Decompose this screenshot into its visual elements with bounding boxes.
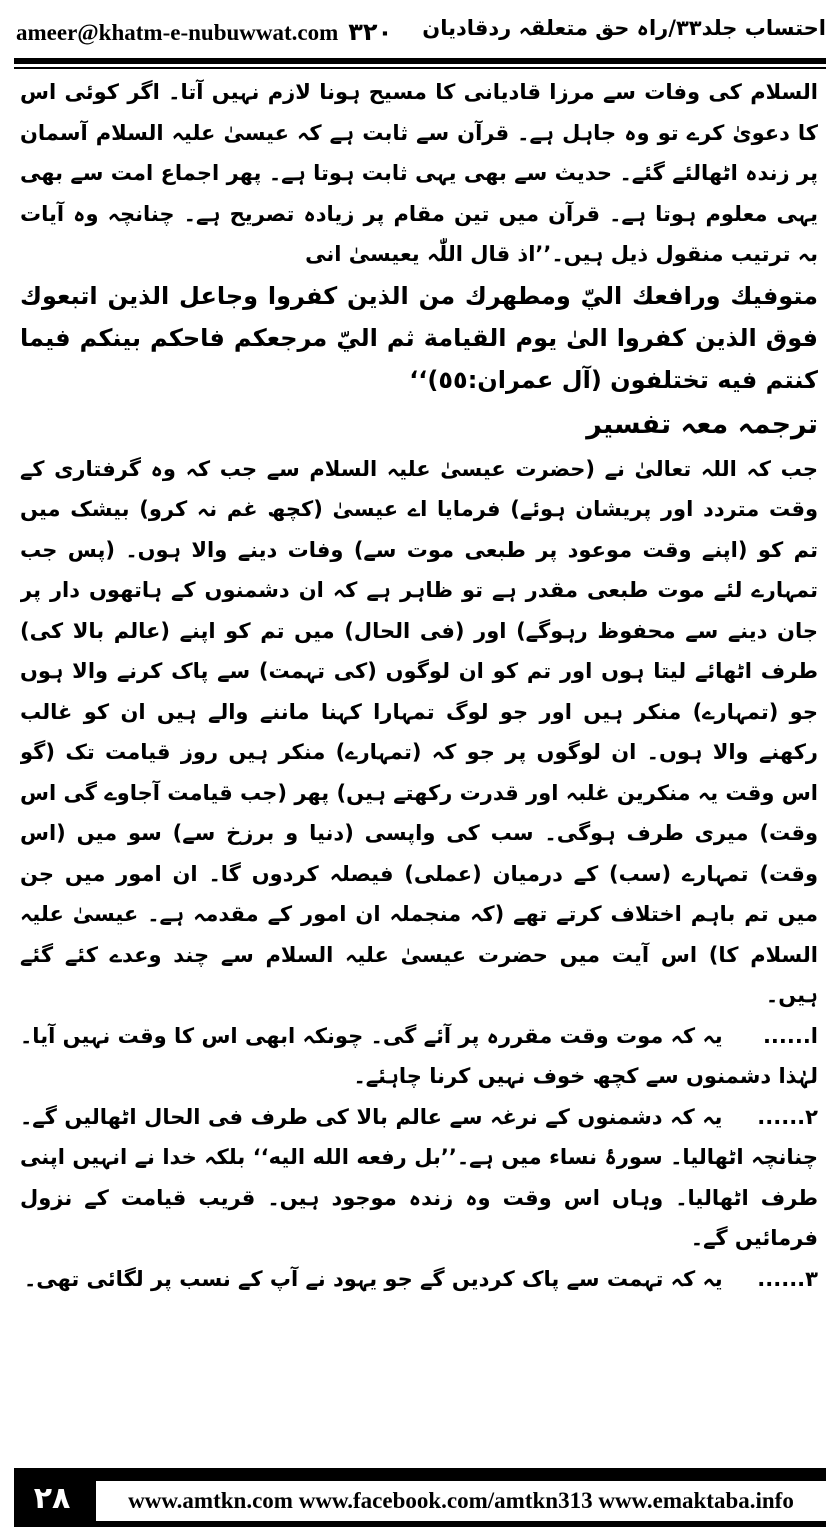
header-email: ameer@khatm-e-nubuwwat.com — [16, 20, 339, 45]
list-item — [20, 1097, 818, 1259]
header-left — [16, 18, 392, 46]
list-item-text: یہ کہ تہمت سے پاک کردیں گے جو یہود نے آپ کے نسب پر لگائی تھی۔ — [23, 1266, 723, 1291]
translation-paragraph: جب کہ اللہ تعالیٰ نے (حضرت عیسیٰ علیہ السلام سے جب کہ وہ گرفتاری کے وقت متردد اور پریشان ہوئے) فرمایا اے عیسیٰ (کچھ غم نہ کرو) بیشک میں تم کو (اپنے وقت موعود پر طبعی موت سے) وفات دینے والا ہوں۔ (پس جب تمہارے لئے موت طبعی مقدر ہے تو ظاہر ہے کہ ان دشمنوں کے ہاتھوں دار پر جان دینے سے محفوظ رہوگے) اور (فی الحال) میں تم کو اپنے (عالم بالا کی) طرف اٹھائے لیتا ہوں اور تم کو ان لوگوں (کی تہمت) سے پاک کرنے والا ہوں جو (تمہارے) منکر ہیں اور جو لوگ تمہارا کہنا ماننے والے ہیں ان کو غالب رکھنے والا ہوں۔ ان لوگوں پر جو کہ (تمہارے) منکر ہیں روز قیامت تک (گو اس وقت یہ منکرین غلبہ اور قدرت رکھتے ہیں) پھر (جب قیامت آجاوے گی اس وقت) میری طرف ہوگی۔ سب کی واپسی (دنیا و برزخ سے) سو میں (اس وقت) تمہارے (سب) کے درمیان (عملی) فیصلہ کردوں گا۔ ان امور میں جن میں تم باہم اختلاف کرتے تھے (کہ منجملہ ان امور کے مقدمہ ہے۔ عیسیٰ علیہ السلام کا) اس آیت میں حضرت عیسیٰ علیہ السلام سے چند وعدے کئے گئے ہیں۔ — [20, 456, 818, 1007]
list-item-text: یہ کہ دشمنوں کے نرغہ سے عالم بالا کی طرف فی الحال اٹھالیں گے۔ چنانچہ اٹھالیا۔ سورۂ نساء میں ہے۔’’بل رفعه الله اليه‘‘ بلکہ خدا نے انہیں اپنی طرف اٹھالیا۔ وہاں اس وقت وہ زندہ موجود ہیں۔ قریب قیامت کے نزول فرمائیں گے۔ — [20, 1104, 818, 1250]
list-item-text: یہ کہ موت وقت مقررہ پر آئے گی۔ چونکہ ابھی اس کا وقت نہیں آیا۔ لہٰذا دشمنوں سے کچھ خوف نہیں کرنا چاہئے۔ — [20, 1023, 818, 1088]
list-item-number: ۳...... — [757, 1266, 818, 1291]
footer-page-number: ۲۸ — [14, 1471, 90, 1527]
list-item-number: ا...... — [762, 1023, 818, 1048]
header-book-title: احتساب جلد۳۳/راہ حق متعلقہ ردقادیان — [422, 16, 826, 40]
page-body — [20, 72, 818, 1450]
page-footer — [14, 1468, 826, 1527]
quran-verse: متوفيك ورافعك اليّ ومطهرك من الذين كفروا وجاعل الذين اتبعوك فوق الذين كفروا الىٰ يوم القيامة ثم اليّ مرجعكم فاحكم بينكم فيما كنتم فيه تختلفون (آل عمران:٥٥)‘‘ — [20, 281, 818, 394]
footer-urls: www.amtkn.com www.facebook.com/amtkn313 www.emaktaba.info — [96, 1481, 826, 1521]
section-heading: ترجمہ معہ تفسیر — [586, 408, 818, 440]
list-item — [20, 1259, 818, 1300]
header-page-number: ۳۲۰ — [348, 18, 393, 46]
page-header — [16, 14, 826, 60]
list-item — [20, 1016, 818, 1097]
list-item-number: ۲...... — [757, 1104, 818, 1129]
intro-paragraph: السلام کی وفات سے مرزا قادیانی کا مسیح ہونا لازم نہیں آتا۔ اگر کوئی اس کا دعویٰ کرے تو وہ جاہل ہے۔ قرآن سے ثابت ہے کہ عیسیٰ علیہ السلام آسمان پر زندہ اٹھالئے گئے۔ حدیث سے بھی یہی ثابت ہوتا ہے۔ پھر اجماع امت سے بھی یہی معلوم ہوتا ہے۔ قرآن میں تین مقام پر زیادہ تصریح ہے۔ چنانچہ وہ آیات بہ ترتیب منقول ذیل ہیں۔’’اذ قال اللّٰہ یعیسیٰ انی — [20, 80, 818, 266]
header-rule-thin — [14, 67, 826, 69]
header-rule-thick — [14, 58, 826, 64]
